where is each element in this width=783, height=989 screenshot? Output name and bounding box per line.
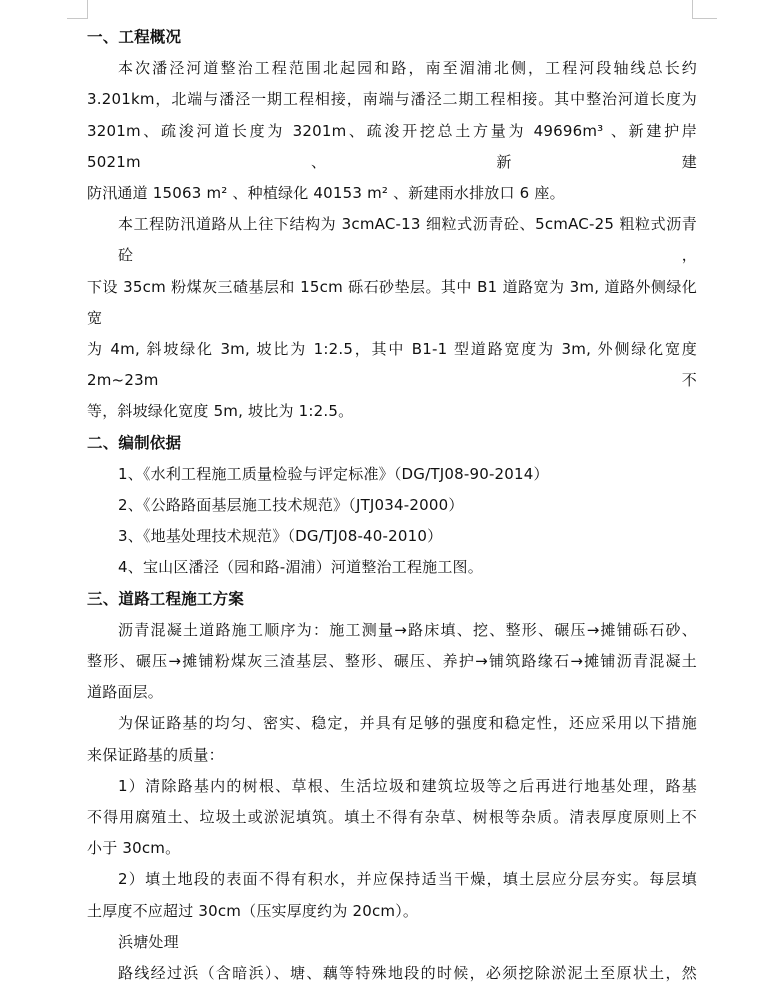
reference-item: 2、《公路路面基层施工技术规范》（JTJ034-2000） [118, 496, 464, 515]
crop-mark-top-left [67, 0, 88, 19]
subsection-label: 浜塘处理 [118, 932, 179, 951]
paragraph-line: 土厚度不应超过 30cm（压实厚度约为 20cm）。 [87, 901, 419, 920]
paragraph-line: 本次潘泾河道整治工程范围北起园和路，南至湄浦北侧，工程河段轴线总长约 [118, 59, 697, 78]
reference-item: 3、《地基处理技术规范》（DG/TJ08-40-2010） [118, 527, 443, 546]
reference-item: 4、宝山区潘泾（园和路-湄浦）河道整治工程施工图。 [118, 558, 483, 577]
document-body[interactable] [87, 22, 697, 989]
paragraph-line: 沥青混凝土道路施工顺序为：施工测量→路床填、挖、整形、碾压→摊铺砾石砂、 [118, 620, 697, 639]
paragraph-line: 3.201km，北端与潘泾一期工程相接，南端与潘泾二期工程相接。其中整治河道长度为 [87, 90, 697, 109]
paragraph-line: 整形、碾压→摊铺粉煤灰三渣基层、整形、碾压、养护→铺筑路缘石→摊铺沥青混凝土 [87, 652, 697, 671]
paragraph-line: 下设 35cm 粉煤灰三碴基层和 15cm 砾石砂垫层。其中 B1 道路宽为 3m, 道路外侧绿化宽 [87, 277, 697, 327]
paragraph-line: 防汛通道 15063 m² 、种植绿化 40153 m² 、新建雨水排放口 6 座。 [87, 184, 565, 203]
section-heading: 二、编制依据 [87, 433, 182, 452]
paragraph-line: 路线经过浜（含暗浜）、塘、藕等特殊地段的时候，必须挖除淤泥土至原状土，然 [118, 964, 697, 983]
paragraph-line: 不得用腐殖土、垃圾土或淤泥填筑。填土不得有杂草、树根等杂质。清表厚度原则上不 [87, 808, 697, 827]
paragraph-line: 为 4m, 斜坡绿化 3m, 坡比为 1:2.5，其中 B1-1 型道路宽度为 3m, 外侧绿化宽度 2m~23m 不 [87, 340, 697, 390]
paragraph-line: 等，斜坡绿化宽度 5m, 坡比为 1:2.5。 [87, 402, 354, 421]
section-heading: 一、工程概况 [87, 28, 182, 46]
paragraph-line: 1）清除路基内的树根、草根、生活垃圾和建筑垃圾等之后再进行地基处理，路基 [118, 776, 697, 795]
paragraph-line: 道路面层。 [87, 683, 164, 702]
reference-item: 1、《水利工程施工质量检验与评定标准》（DG/TJ08-90-2014） [118, 464, 549, 483]
paragraph-line: 为保证路基的均匀、密实、稳定，并具有足够的强度和稳定性，还应采用以下措施 [118, 714, 697, 733]
paragraph-line: 小于 30cm。 [87, 839, 181, 858]
paragraph-line: 本工程防汛道路从上往下结构为 3cmAC-13 细粒式沥青砼、5cmAC-25 粗粒式沥青砼， [118, 215, 697, 265]
paragraph-line: 3201m、疏浚河道长度为 3201m、疏浚开挖总土方量为 49696m³ 、新建护岸 5021m、新建 [87, 121, 697, 171]
section-heading: 三、道路工程施工方案 [87, 589, 245, 608]
paragraph-line: 来保证路基的质量： [87, 745, 224, 764]
crop-mark-top-right [692, 0, 717, 19]
paragraph-line: 2）填土地段的表面不得有积水，并应保持适当干燥，填土层应分层夯实。每层填 [118, 870, 697, 889]
